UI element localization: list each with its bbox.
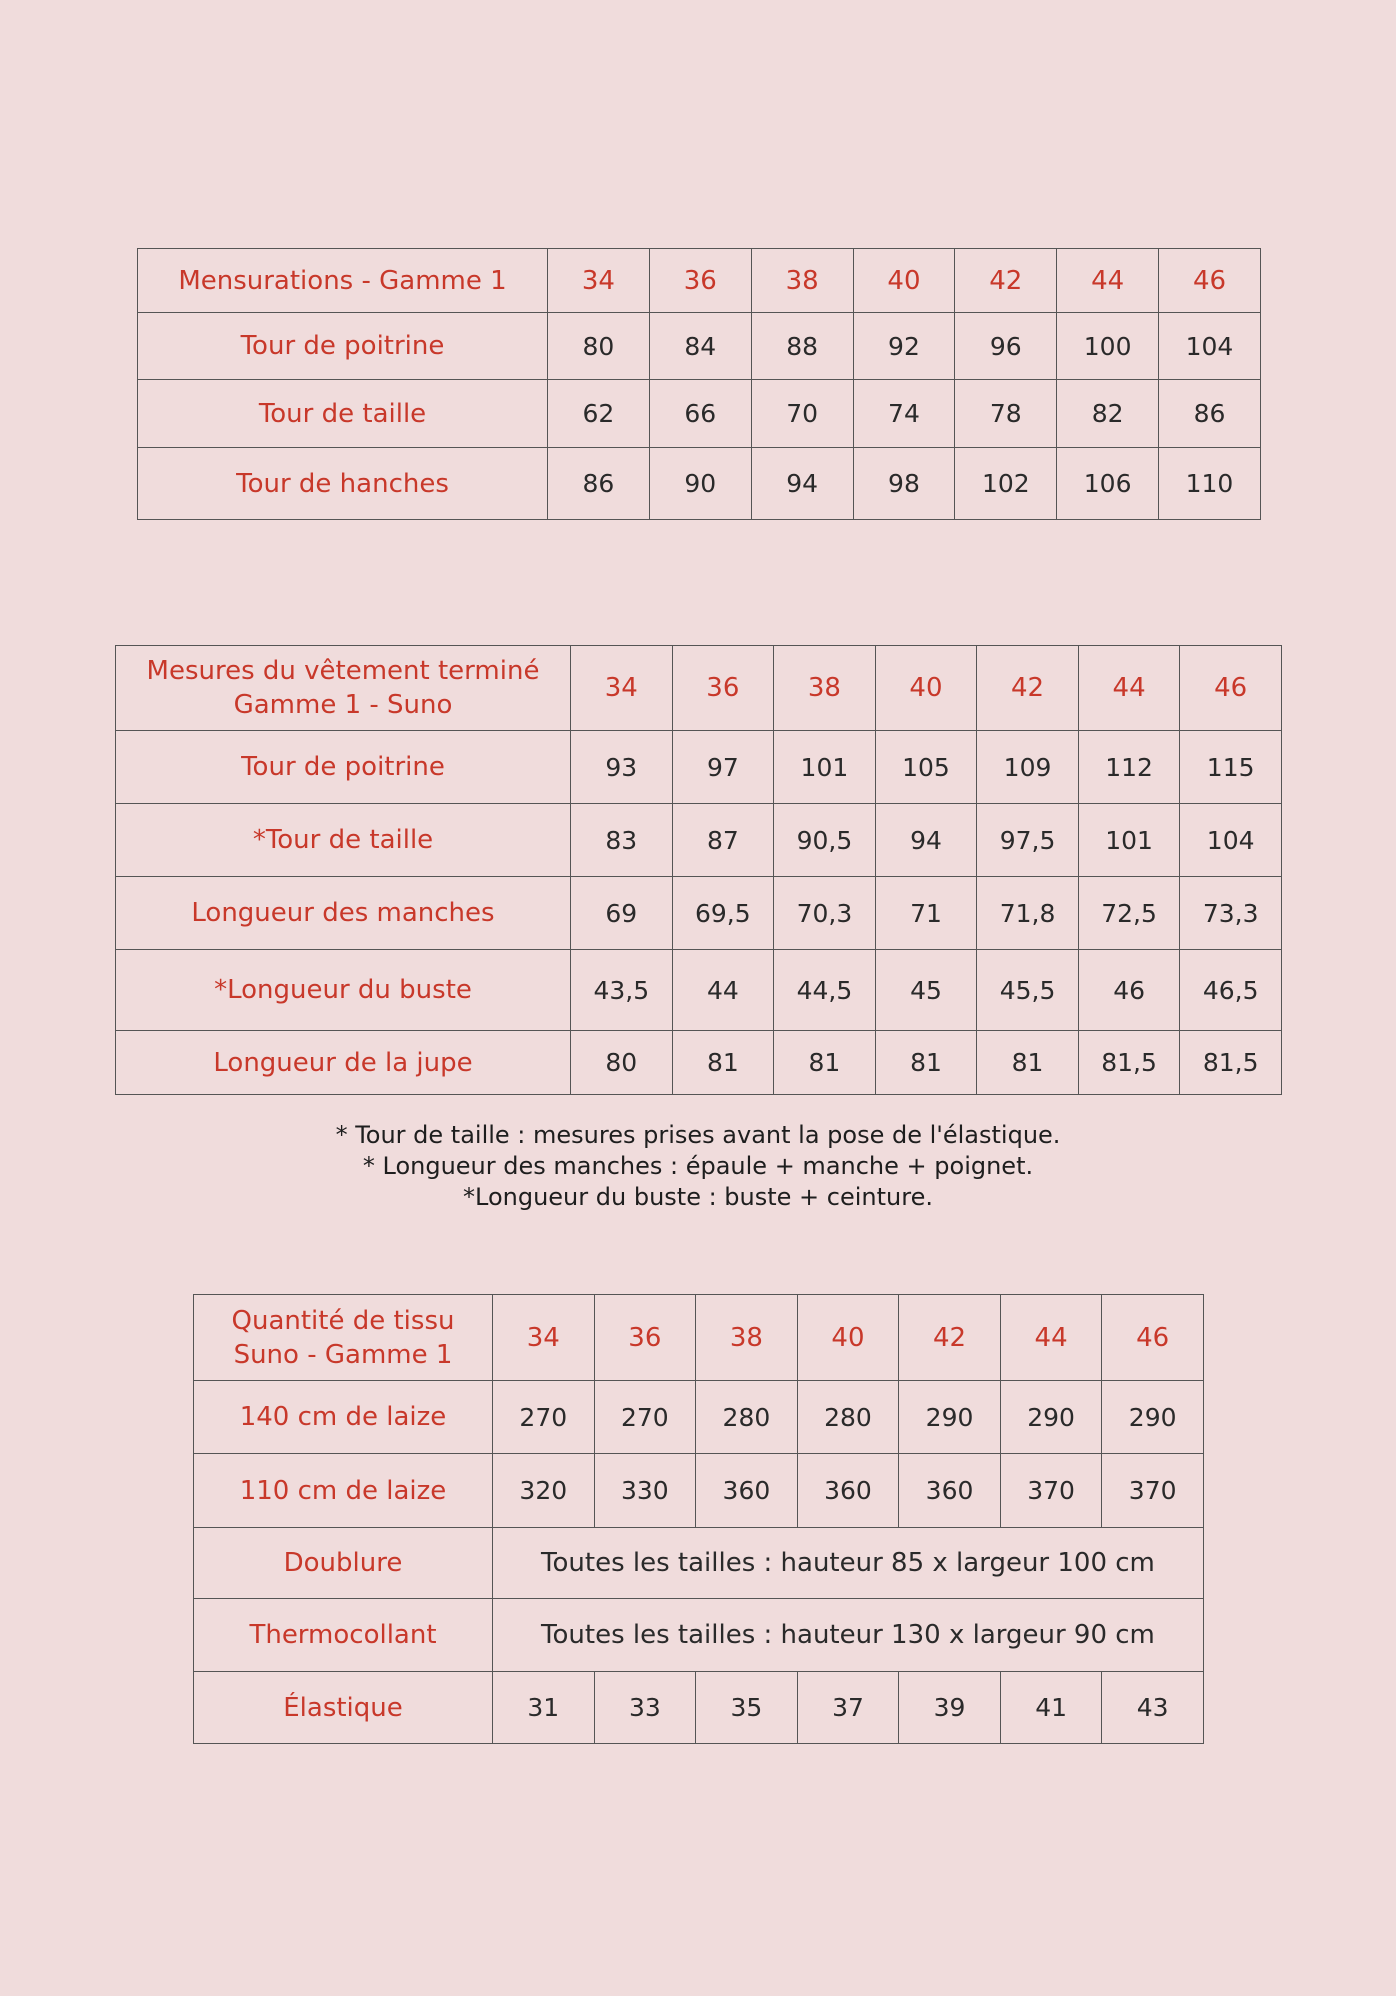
table-header-row [116,646,1282,731]
table-cell: 92 [853,313,955,380]
table-cell: 80 [548,313,650,380]
size-header: 34 [548,249,650,313]
table-cell: 46 [1078,950,1180,1031]
table-cell: 270 [493,1381,595,1454]
table-cell: 101 [1078,804,1180,877]
table-cell: 33 [594,1672,696,1744]
size-header: 36 [672,646,774,731]
size-header: 44 [1078,646,1180,731]
table-row [138,448,1261,520]
table-cell: 330 [594,1454,696,1528]
table-cell: 70 [751,380,853,448]
table-cell: 81,5 [1180,1031,1282,1095]
table-cell: 83 [571,804,673,877]
table-cell: 81 [977,1031,1079,1095]
row-label: Thermocollant [194,1599,493,1672]
table-cell: 44 [672,950,774,1031]
table-cell: 87 [672,804,774,877]
table-cell: 37 [797,1672,899,1744]
table-cell: 360 [696,1454,798,1528]
title-line-1: Mesures du vêtement terminé [146,656,540,686]
size-header: 38 [774,646,876,731]
title-line-2: Suno - Gamme 1 [233,1339,453,1370]
row-label: Élastique [194,1672,493,1744]
table-cell: 98 [853,448,955,520]
table-cell: 101 [774,731,876,804]
table-row [116,950,1282,1031]
table-cell: 82 [1057,380,1159,448]
table-cell: 109 [977,731,1079,804]
table-row [138,313,1261,380]
table-cell: 86 [548,448,650,520]
table-cell: 39 [899,1672,1001,1744]
size-header: 34 [493,1295,595,1381]
size-header: 44 [1000,1295,1102,1381]
table-cell: 84 [649,313,751,380]
table-cell: 69 [571,877,673,950]
size-header: 42 [955,249,1057,313]
table-cell: 290 [1000,1381,1102,1454]
table-cell: 102 [955,448,1057,520]
interfacing-value: Toutes les tailles : hauteur 130 x largeur 90 cm [493,1599,1204,1672]
table-cell: 115 [1180,731,1282,804]
table-cell: 46,5 [1180,950,1282,1031]
table-cell: 105 [875,731,977,804]
measurements-table [137,248,1261,520]
table-cell: 43 [1102,1672,1204,1744]
size-header: 40 [797,1295,899,1381]
table-cell: 41 [1000,1672,1102,1744]
table-cell: 43,5 [571,950,673,1031]
fabric-title [194,1295,493,1381]
table-cell: 81 [672,1031,774,1095]
table-cell: 66 [649,380,751,448]
table-cell: 370 [1102,1454,1204,1528]
table-cell: 93 [571,731,673,804]
table-cell: 70,3 [774,877,876,950]
table-cell: 94 [751,448,853,520]
table-row [194,1672,1204,1744]
table-cell: 44,5 [774,950,876,1031]
title-line-1: Quantité de tissu [231,1305,455,1336]
table-cell: 90 [649,448,751,520]
table-cell: 81 [875,1031,977,1095]
table-cell: 280 [696,1381,798,1454]
table-cell: 280 [797,1381,899,1454]
row-label: Tour de taille [138,380,548,448]
size-header: 36 [649,249,751,313]
finished-garment-table [115,645,1282,1095]
table-cell: 81 [774,1031,876,1095]
size-header: 38 [751,249,853,313]
table-cell: 96 [955,313,1057,380]
size-header: 42 [977,646,1079,731]
size-header: 42 [899,1295,1001,1381]
table-cell: 290 [1102,1381,1204,1454]
table-cell: 62 [548,380,650,448]
size-header: 34 [571,646,673,731]
measurements-title: Mensurations - Gamme 1 [138,249,548,313]
table-row [194,1381,1204,1454]
size-header: 36 [594,1295,696,1381]
row-label: Longueur des manches [116,877,571,950]
table-cell: 73,3 [1180,877,1282,950]
title-line-2: Gamme 1 - Suno [233,690,453,720]
size-header: 44 [1057,249,1159,313]
table-cell: 31 [493,1672,595,1744]
table-cell: 270 [594,1381,696,1454]
table-cell: 104 [1159,313,1261,380]
footnotes [0,1120,1396,1213]
table-cell: 104 [1180,804,1282,877]
table-cell: 106 [1057,448,1159,520]
size-header: 46 [1180,646,1282,731]
table-row [194,1528,1204,1599]
table-cell: 97 [672,731,774,804]
table-cell: 35 [696,1672,798,1744]
table-cell: 290 [899,1381,1001,1454]
table-cell: 360 [899,1454,1001,1528]
table-row [116,804,1282,877]
row-label: Tour de poitrine [138,313,548,380]
footnote: *Longueur du buste : buste + ceinture. [463,1183,933,1211]
table-row [116,731,1282,804]
table-cell: 71,8 [977,877,1079,950]
finished-garment-title [116,646,571,731]
table-row [138,380,1261,448]
table-header-row [138,249,1261,313]
size-header: 46 [1102,1295,1204,1381]
row-label: Tour de poitrine [116,731,571,804]
table-row [194,1454,1204,1528]
size-header: 40 [853,249,955,313]
footnote: * Tour de taille : mesures prises avant la pose de l'élastique. [335,1121,1061,1149]
row-label: *Tour de taille [116,804,571,877]
row-label: *Longueur du buste [116,950,571,1031]
table-cell: 80 [571,1031,673,1095]
footnote: * Longueur des manches : épaule + manche + poignet. [362,1152,1034,1180]
table-cell: 69,5 [672,877,774,950]
table-cell: 90,5 [774,804,876,877]
table-cell: 320 [493,1454,595,1528]
lining-value: Toutes les tailles : hauteur 85 x largeur 100 cm [493,1528,1204,1599]
table-cell: 112 [1078,731,1180,804]
table-row [194,1599,1204,1672]
table-cell: 94 [875,804,977,877]
row-label: 110 cm de laize [194,1454,493,1528]
size-header: 38 [696,1295,798,1381]
table-cell: 45 [875,950,977,1031]
row-label: Longueur de la jupe [116,1031,571,1095]
table-cell: 78 [955,380,1057,448]
table-cell: 97,5 [977,804,1079,877]
table-row [116,1031,1282,1095]
fabric-quantity-table [193,1294,1204,1744]
table-cell: 72,5 [1078,877,1180,950]
table-cell: 86 [1159,380,1261,448]
table-row [116,877,1282,950]
table-header-row [194,1295,1204,1381]
row-label: Tour de hanches [138,448,548,520]
table-cell: 100 [1057,313,1159,380]
table-cell: 360 [797,1454,899,1528]
table-cell: 74 [853,380,955,448]
size-header: 46 [1159,249,1261,313]
size-header: 40 [875,646,977,731]
table-cell: 45,5 [977,950,1079,1031]
table-cell: 71 [875,877,977,950]
row-label: Doublure [194,1528,493,1599]
row-label: 140 cm de laize [194,1381,493,1454]
table-cell: 81,5 [1078,1031,1180,1095]
table-cell: 110 [1159,448,1261,520]
table-cell: 370 [1000,1454,1102,1528]
table-cell: 88 [751,313,853,380]
